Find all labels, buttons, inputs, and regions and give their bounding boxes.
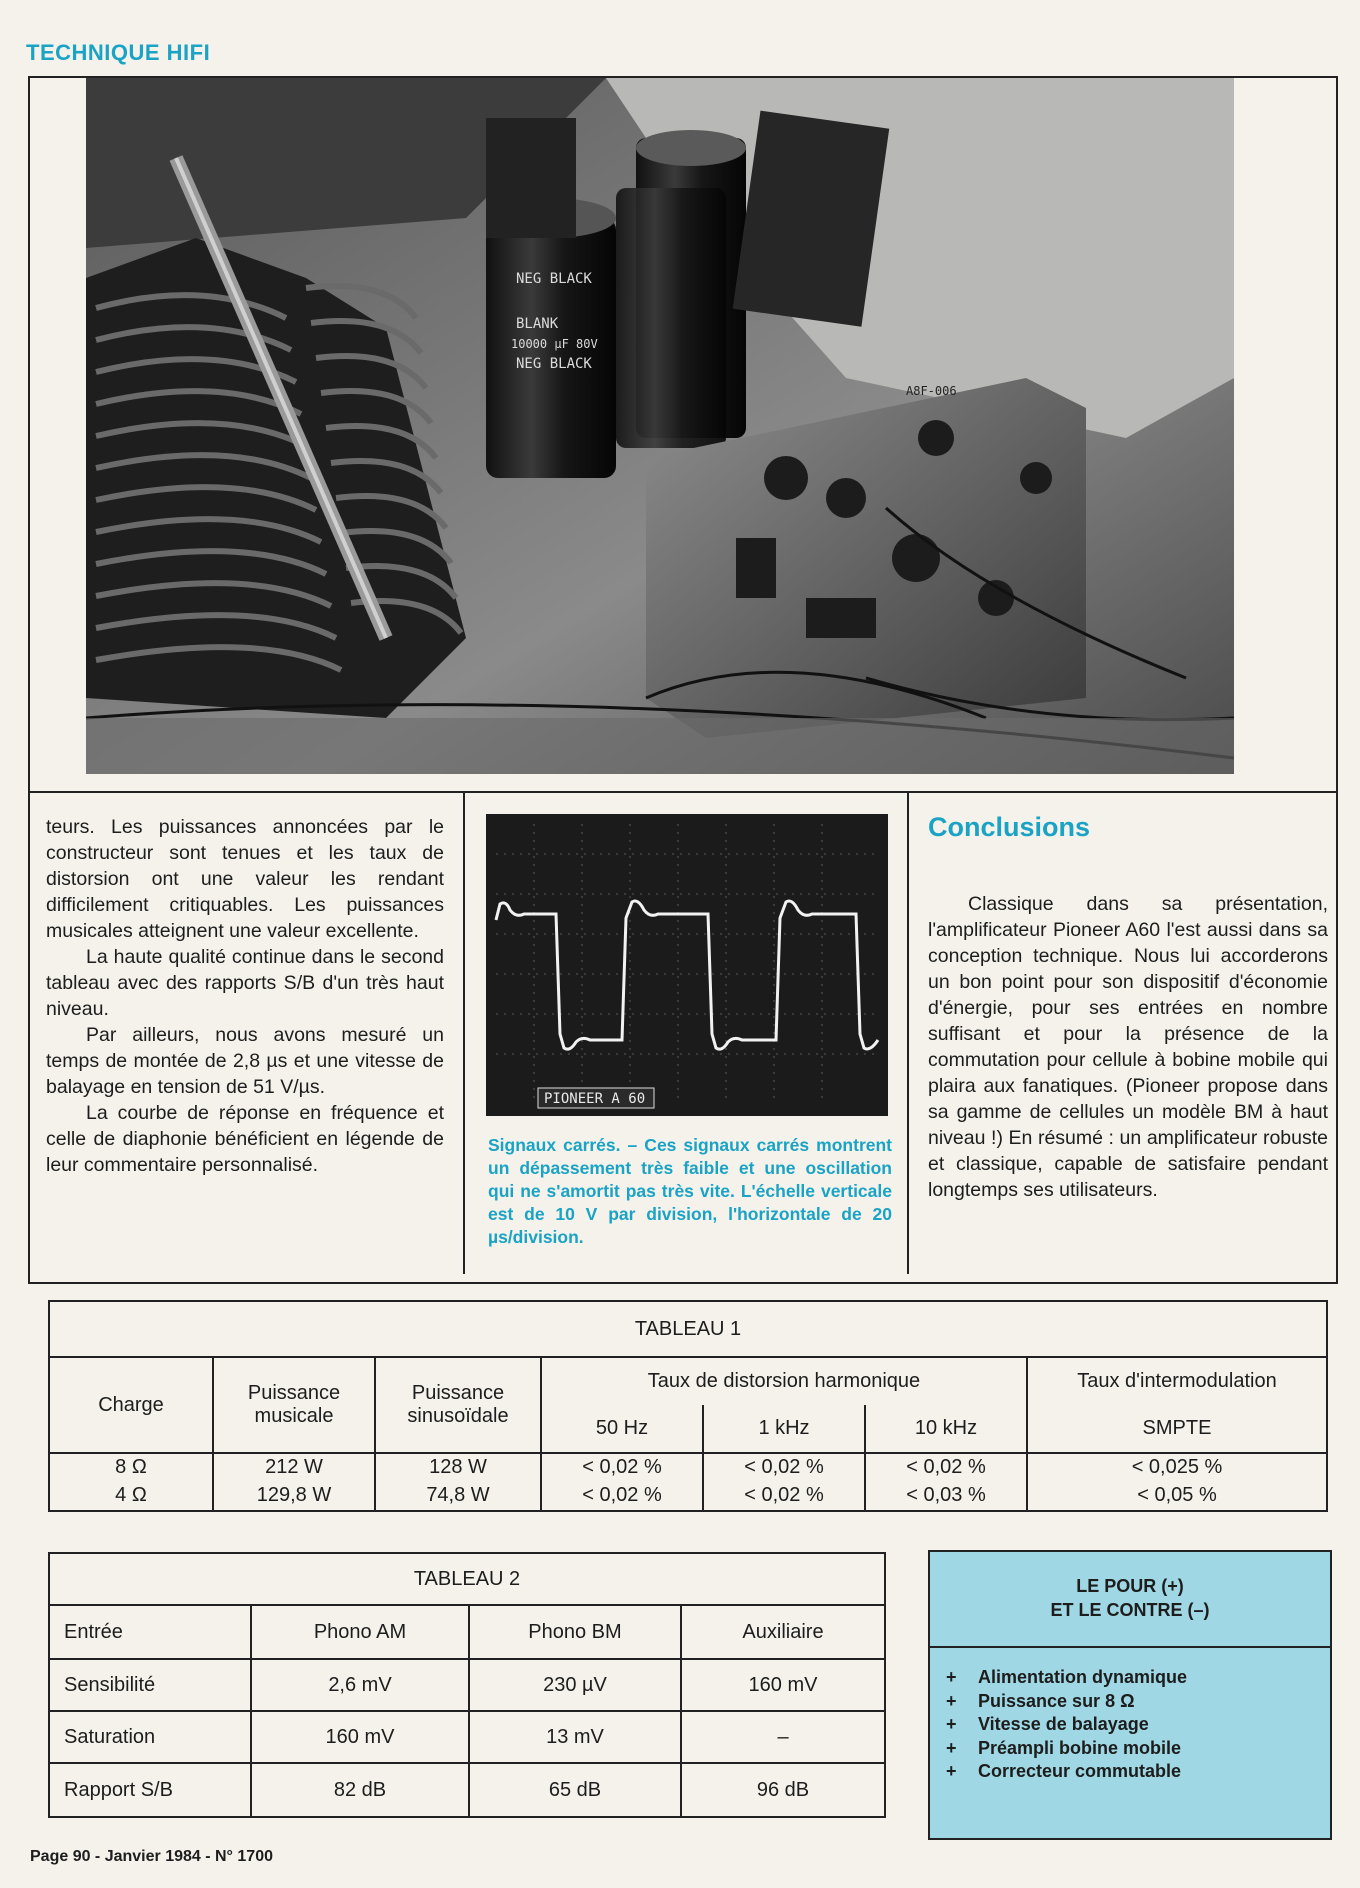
list-item: + Alimentation dynamique <box>946 1666 1187 1690</box>
capacitor-label-3: 10000 µF 80V <box>511 337 598 351</box>
tableau-1-title: TABLEAU 1 <box>49 1301 1327 1357</box>
cell-phono-bm: 230 µV <box>469 1659 681 1711</box>
conclusions-text-column <box>928 891 1328 1203</box>
cell-phono-am: 2,6 mV <box>251 1659 469 1711</box>
pour-contre-box <box>928 1550 1332 1840</box>
scope-label: PIONEER A 60 <box>544 1091 646 1107</box>
capacitor-label-4: NEG BLACK <box>516 356 592 372</box>
cell-phono-am: 160 mV <box>251 1711 469 1763</box>
amplifier-photo-drawing <box>86 78 1234 774</box>
board-label: A8F-006 <box>906 384 957 398</box>
cell-50hz: < 0,02 % <box>541 1453 703 1481</box>
cell-1khz: < 0,02 % <box>703 1453 865 1481</box>
table-row <box>49 1453 1327 1481</box>
page-footer: Page 90 - Janvier 1984 - N° 1700 <box>30 1848 273 1865</box>
cell-phono-am: 82 dB <box>251 1763 469 1817</box>
table-row <box>49 1711 885 1763</box>
oscilloscope-drawing <box>486 814 888 1116</box>
cell-musicale: 129,8 W <box>213 1481 375 1511</box>
paragraph: Par ailleurs, nous avons mesuré un temps de montée de 2,8 µs et une vitesse de balayage en tension de 51 V/µs. <box>46 1024 444 1098</box>
header-10khz: 10 kHz <box>865 1405 1027 1453</box>
capacitor-label-1: NEG BLACK <box>516 271 592 287</box>
cell-phono-bm: 65 dB <box>469 1763 681 1817</box>
header-phono-bm: Phono BM <box>469 1605 681 1659</box>
cell-auxiliaire: – <box>681 1711 885 1763</box>
cell-10khz: < 0,03 % <box>865 1481 1027 1511</box>
oscilloscope-photo <box>486 814 888 1116</box>
left-text-column <box>46 814 444 1178</box>
row-label: Sensibilité <box>49 1659 251 1711</box>
divider-col2 <box>907 791 909 1274</box>
row-label: Saturation <box>49 1711 251 1763</box>
table-row <box>49 1659 885 1711</box>
header-charge: Charge <box>49 1357 213 1453</box>
paragraph: La haute qualité continue dans le second tableau avec des rapports S/B d'un très haut niveau. <box>46 946 444 1020</box>
cell-1khz: < 0,02 % <box>703 1481 865 1511</box>
cell-musicale: 212 W <box>213 1453 375 1481</box>
paragraph: La courbe de réponse en fréquence et celle de diaphonie bénéficient en légende de leur commentaire personnalisé. <box>46 1102 444 1176</box>
header-distorsion: Taux de distorsion harmonique <box>541 1357 1027 1405</box>
divider-photo-bottom <box>28 791 1338 793</box>
pour-list <box>946 1666 1187 1784</box>
list-item: + Correcteur commutable <box>946 1760 1187 1784</box>
tableau-1 <box>48 1300 1328 1512</box>
header-1khz: 1 kHz <box>703 1405 865 1453</box>
conclusions-paragraph: Classique dans sa présentation, l'amplificateur Pioneer A60 l'est aussi dans sa conception technique. Nous lui accorderons un bon point pour son dispositif d'économie d'énergie, pour ses entrées en nombre suffisant et pour la présence de la commutation pour cellule à bobine mobile qui plaira aux fanatiques. (Pioneer propose dans sa gamme de cellules un modèle BM à haut niveau !) En résumé : un amplificateur robuste et classique, capable de satisfaire pendant longtemps ses utilisateurs. <box>928 893 1328 1201</box>
list-item: + Vitesse de balayage <box>946 1713 1187 1737</box>
cell-charge: 8 Ω <box>49 1453 213 1481</box>
contre-title-line: ET LE CONTRE (–) <box>1050 1600 1210 1620</box>
header-puissance-musicale: Puissance musicale <box>213 1357 375 1453</box>
tableau-2-title: TABLEAU 2 <box>49 1553 885 1605</box>
scope-caption: Signaux carrés. – Ces signaux carrés montrent un dépassement très faible et une oscillation qui ne s'amortit pas très vite. L'échelle verticale est de 10 V par division, l'horizontale de 20 µs/division. <box>488 1135 892 1247</box>
cell-50hz: < 0,02 % <box>541 1481 703 1511</box>
pour-contre-title <box>930 1574 1330 1622</box>
pour-contre-divider <box>930 1646 1330 1648</box>
cell-10khz: < 0,02 % <box>865 1453 1027 1481</box>
cell-auxiliaire: 160 mV <box>681 1659 885 1711</box>
header-entree: Entrée <box>49 1605 251 1659</box>
cell-sinus: 74,8 W <box>375 1481 541 1511</box>
pour-title-line: LE POUR (+) <box>1076 1576 1184 1596</box>
tableau-2 <box>48 1552 886 1818</box>
cell-smpte: < 0,025 % <box>1027 1453 1327 1481</box>
section-header: TECHNIQUE HIFI <box>26 40 211 65</box>
table-row <box>49 1605 885 1659</box>
cell-sinus: 128 W <box>375 1453 541 1481</box>
cell-charge: 4 Ω <box>49 1481 213 1511</box>
table-row <box>49 1763 885 1817</box>
conclusions-title: Conclusions <box>928 812 1091 842</box>
header-puissance-sinusoidale: Puissance sinusoïdale <box>375 1357 541 1453</box>
header-phono-am: Phono AM <box>251 1605 469 1659</box>
list-item: + Préampli bobine mobile <box>946 1737 1187 1761</box>
amplifier-interior-photo <box>86 78 1234 774</box>
cell-phono-bm: 13 mV <box>469 1711 681 1763</box>
list-item: + Puissance sur 8 Ω <box>946 1690 1187 1714</box>
header-50hz: 50 Hz <box>541 1405 703 1453</box>
cell-smpte: < 0,05 % <box>1027 1481 1327 1511</box>
table-row <box>49 1481 1327 1511</box>
capacitor-label-2: BLANK <box>516 316 559 332</box>
row-label: Rapport S/B <box>49 1763 251 1817</box>
header-smpte: SMPTE <box>1027 1405 1327 1453</box>
header-auxiliaire: Auxiliaire <box>681 1605 885 1659</box>
paragraph: teurs. Les puissances annoncées par le constructeur sont tenues et les taux de distorsion ont une valeur les rendant difficilement critiquables. Les puissances musicales atteignent une valeur excellente. <box>46 816 444 942</box>
divider-col1 <box>463 791 465 1274</box>
header-intermodulation: Taux d'intermodulation <box>1027 1357 1327 1405</box>
cell-auxiliaire: 96 dB <box>681 1763 885 1817</box>
